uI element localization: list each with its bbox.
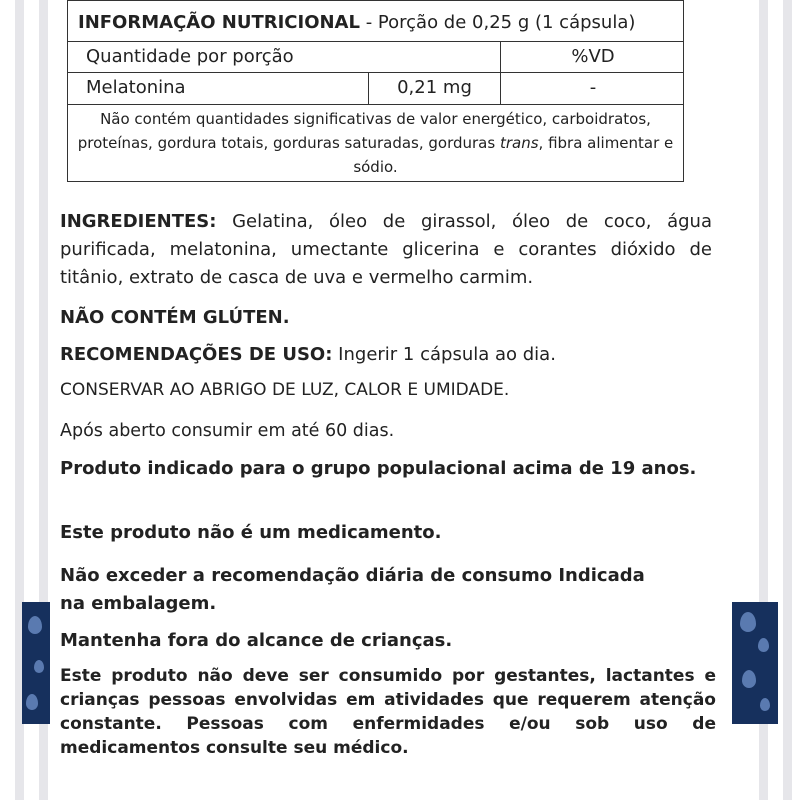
note-text: Não contém quantidades significativas de valor energético, carboidratos, proteínas, gordura totais, gorduras saturadas, gorduras: [77, 110, 651, 152]
drop-shape: [26, 694, 38, 710]
nutrition-title: INFORMAÇÃO NUTRICIONAL: [78, 12, 360, 33]
note-text-end: , fibra alimentar e sódio.: [353, 134, 674, 176]
drop-shape: [28, 616, 42, 634]
daily-value-header: %VD: [500, 42, 685, 72]
gluten-statement: NÃO CONTÉM GLÚTEN.: [60, 307, 290, 328]
after-opening-instruction: Após aberto consumir em até 60 dias.: [60, 421, 395, 441]
nutrient-row: [68, 73, 683, 105]
drop-shape: [758, 638, 769, 652]
nutrition-title-row: [68, 5, 683, 42]
nutrition-header-row: [68, 42, 683, 73]
note-italic: trans: [499, 134, 539, 152]
not-medicine-statement: Este produto não é um medicamento.: [60, 522, 442, 543]
drop-shape: [760, 698, 770, 711]
target-group-statement: Produto indicado para o grupo populacional acima de 19 anos.: [60, 458, 697, 479]
decorative-pattern-left: [22, 602, 50, 724]
usage-label: RECOMENDAÇÕES DE USO:: [60, 344, 333, 365]
quantity-per-serving-header: Quantidade por porção: [86, 46, 294, 67]
drop-shape: [34, 660, 44, 673]
nutrient-amount: 0,21 mg: [368, 73, 500, 104]
drop-shape: [740, 612, 756, 632]
drop-shape: [742, 670, 756, 688]
serving-size: - Porção de 0,25 g (1 cápsula): [365, 12, 636, 33]
nutrient-daily-value: -: [500, 73, 685, 104]
nutrition-note: [68, 107, 683, 179]
usage-text: Ingerir 1 cápsula ao dia.: [338, 344, 556, 365]
decorative-pattern-right: [732, 602, 778, 724]
ingredients-section: [60, 208, 712, 292]
usage-recommendation: [60, 342, 712, 368]
do-not-exceed-statement: Não exceder a recomendação diária de consumo Indicada na embalagem.: [60, 565, 645, 614]
storage-instruction: CONSERVAR AO ABRIGO DE LUZ, CALOR E UMIDADE.: [60, 380, 510, 400]
nutrition-facts-table: [67, 0, 684, 182]
warning-statement: Este produto não deve ser consumido por gestantes, lactantes e crianças pessoas envolvidas em atividades que requerem atenção constante. Pessoas com enfermidades e/ou sob uso de medicamentos consulte seu médico.: [60, 666, 716, 758]
ingredients-text: Gelatina, óleo de girassol, óleo de coco, água purificada, melatonina, umectante glicerina e corantes dióxido de titânio, extrato de casca de uva e vermelho carmim.: [60, 211, 712, 288]
nutrient-name: Melatonina: [86, 77, 186, 98]
keep-away-statement: Mantenha fora do alcance de crianças.: [60, 630, 453, 651]
ingredients-label: INGREDIENTES:: [60, 211, 217, 232]
